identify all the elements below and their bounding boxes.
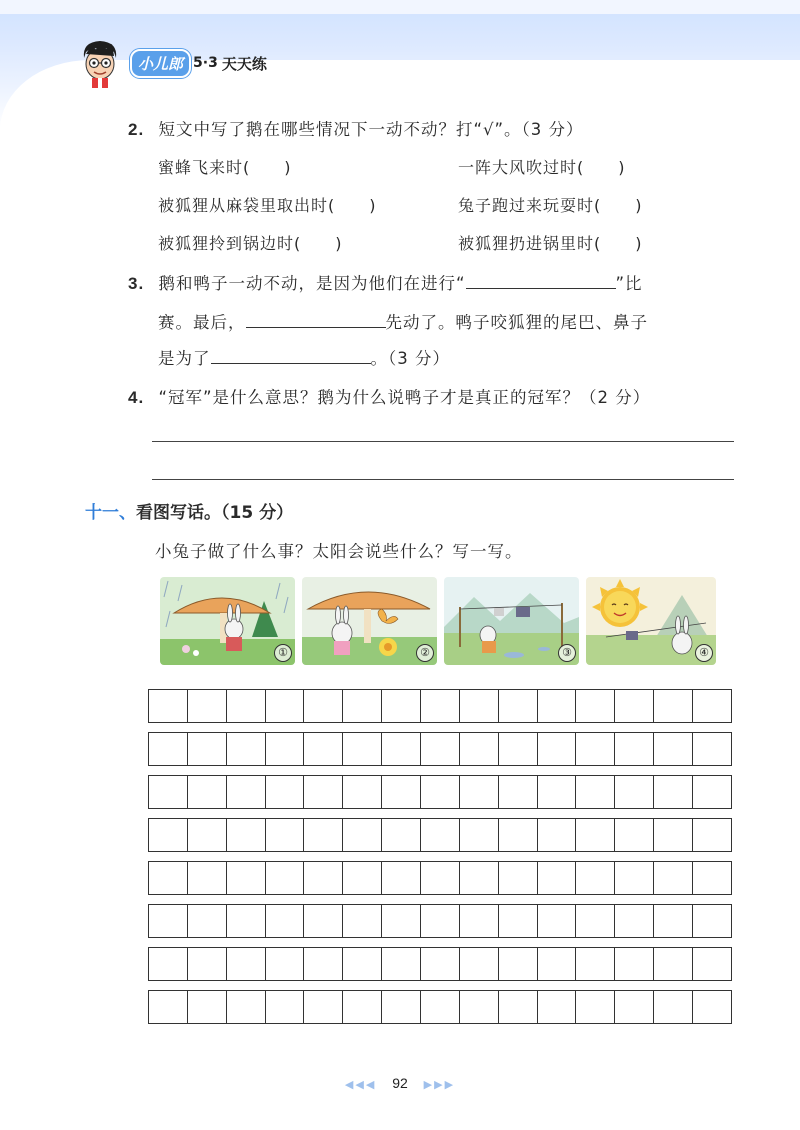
grid-cell[interactable] (499, 819, 538, 851)
grid-cell[interactable] (188, 776, 227, 808)
grid-cell[interactable] (304, 948, 343, 980)
brand-logo (130, 50, 267, 76)
picture-3 (444, 577, 579, 665)
writing-grid-row[interactable] (148, 732, 732, 766)
grid-cell[interactable] (421, 991, 460, 1023)
grid-cell[interactable] (576, 905, 615, 937)
grid-cell[interactable] (654, 862, 693, 894)
q2-option-5[interactable]: 被狐狸拎到锅边时( ) (158, 234, 343, 253)
brand-series: 5·3 (193, 55, 218, 71)
grid-cell[interactable] (460, 733, 499, 765)
grid-cell[interactable] (499, 862, 538, 894)
q2-option-6[interactable]: 被狐狸扔进锅里时( ) (458, 234, 643, 253)
grid-cell[interactable] (149, 905, 188, 937)
picture-1 (160, 577, 295, 665)
grid-cell[interactable] (538, 776, 577, 808)
grid-cell[interactable] (227, 690, 266, 722)
grid-cell[interactable] (227, 905, 266, 937)
writing-grid-row[interactable] (148, 861, 732, 895)
grid-cell[interactable] (382, 819, 421, 851)
grid-cell[interactable] (499, 905, 538, 937)
grid-cell[interactable] (149, 690, 188, 722)
grid-cell[interactable] (538, 905, 577, 937)
grid-cell[interactable] (538, 948, 577, 980)
grid-cell[interactable] (499, 733, 538, 765)
q2-text: 短文中写了鹅在哪些情况下一动不动？打“√”。（3 分） (158, 120, 584, 139)
grid-cell[interactable] (615, 690, 654, 722)
grid-cell[interactable] (266, 948, 305, 980)
q2-line (128, 116, 584, 140)
grid-cell[interactable] (382, 862, 421, 894)
grid-cell[interactable] (576, 862, 615, 894)
grid-cell[interactable] (188, 733, 227, 765)
writing-grid-row[interactable] (148, 904, 732, 938)
grid-cell[interactable] (266, 733, 305, 765)
grid-cell[interactable] (421, 733, 460, 765)
picture-4-number: ④ (695, 644, 713, 662)
mascot-boy-icon (78, 38, 122, 88)
grid-cell[interactable] (654, 991, 693, 1023)
q2-option-1[interactable]: 蜜蜂飞来时( ) (158, 158, 292, 177)
grid-cell[interactable] (266, 991, 305, 1023)
grid-cell[interactable] (693, 776, 731, 808)
page-footer (0, 1075, 800, 1091)
picture-4 (586, 577, 716, 665)
q2-option-3[interactable]: 被狐狸从麻袋里取出时( ) (158, 196, 377, 215)
grid-cell[interactable] (654, 733, 693, 765)
writing-grid-row[interactable] (148, 990, 732, 1024)
grid-cell[interactable] (304, 690, 343, 722)
grid-cell[interactable] (538, 862, 577, 894)
footer-left-arrows: ◀◀◀ (344, 1079, 377, 1091)
q3-text-1b: ”比 (615, 274, 643, 293)
grid-cell[interactable] (615, 819, 654, 851)
grid-cell[interactable] (266, 690, 305, 722)
grid-cell[interactable] (654, 948, 693, 980)
q3-text-3b: 。（3 分） (370, 349, 450, 368)
grid-cell[interactable] (266, 776, 305, 808)
grid-cell[interactable] (382, 905, 421, 937)
grid-cell[interactable] (421, 690, 460, 722)
grid-cell[interactable] (149, 733, 188, 765)
grid-cell[interactable] (615, 948, 654, 980)
grid-cell[interactable] (343, 776, 382, 808)
writing-grid-row[interactable] (148, 947, 732, 981)
grid-cell[interactable] (460, 905, 499, 937)
q3-text-1a: 鹅和鸭子一动不动，是因为他们在进行“ (158, 274, 466, 293)
grid-cell[interactable] (654, 819, 693, 851)
grid-cell[interactable] (382, 690, 421, 722)
brand-name: 小儿郎 (130, 49, 191, 78)
grid-cell[interactable] (343, 690, 382, 722)
grid-cell[interactable] (499, 991, 538, 1023)
grid-cell[interactable] (421, 819, 460, 851)
grid-cell[interactable] (382, 776, 421, 808)
grid-cell[interactable] (538, 690, 577, 722)
grid-cell[interactable] (460, 948, 499, 980)
grid-cell[interactable] (343, 862, 382, 894)
grid-cell[interactable] (499, 948, 538, 980)
picture-2-number: ② (416, 644, 434, 662)
picture-2 (302, 577, 437, 665)
grid-cell[interactable] (499, 690, 538, 722)
grid-cell[interactable] (576, 690, 615, 722)
brand-title: 天天练 (221, 54, 267, 73)
grid-cell[interactable] (382, 948, 421, 980)
grid-cell[interactable] (343, 948, 382, 980)
grid-cell[interactable] (227, 948, 266, 980)
grid-cell[interactable] (693, 819, 731, 851)
section-11-heading: 看图写话。（15 分） (136, 503, 294, 523)
q3-line-2 (158, 309, 648, 333)
grid-cell[interactable] (499, 776, 538, 808)
grid-cell[interactable] (460, 776, 499, 808)
section-11-title (85, 498, 293, 523)
grid-cell[interactable] (576, 776, 615, 808)
grid-cell[interactable] (149, 862, 188, 894)
grid-cell[interactable] (421, 948, 460, 980)
grid-cell[interactable] (460, 819, 499, 851)
grid-cell[interactable] (227, 991, 266, 1023)
grid-cell[interactable] (421, 905, 460, 937)
grid-cell[interactable] (188, 819, 227, 851)
grid-cell[interactable] (149, 991, 188, 1023)
grid-cell[interactable] (576, 948, 615, 980)
grid-cell[interactable] (576, 991, 615, 1023)
grid-cell[interactable] (343, 819, 382, 851)
header-top-strip (0, 0, 800, 14)
grid-cell[interactable] (693, 690, 731, 722)
grid-cell[interactable] (460, 991, 499, 1023)
grid-cell[interactable] (188, 905, 227, 937)
grid-cell[interactable] (615, 862, 654, 894)
q3-line-3 (158, 345, 450, 369)
q3-text-2b: 先动了。鸭子咬狐狸的尾巴、鼻子 (385, 313, 648, 332)
grid-cell[interactable] (227, 776, 266, 808)
q3-blank-3[interactable] (211, 349, 371, 364)
section-11-prompt: 小兔子做了什么事？太阳会说些什么？写一写。 (155, 542, 523, 561)
grid-cell[interactable] (693, 905, 731, 937)
grid-cell[interactable] (304, 862, 343, 894)
grid-cell[interactable] (188, 690, 227, 722)
grid-cell[interactable] (266, 862, 305, 894)
footer-right-arrows: ▶▶▶ (423, 1079, 456, 1091)
grid-cell[interactable] (615, 733, 654, 765)
writing-grid-row[interactable] (148, 689, 732, 723)
grid-cell[interactable] (227, 819, 266, 851)
grid-cell[interactable] (304, 905, 343, 937)
grid-cell[interactable] (538, 733, 577, 765)
q3-blank-1[interactable] (466, 274, 616, 289)
grid-cell[interactable] (188, 948, 227, 980)
grid-cell[interactable] (382, 991, 421, 1023)
q3-text-2a: 赛。最后， (158, 313, 246, 332)
q4-line (128, 384, 650, 408)
grid-cell[interactable] (576, 819, 615, 851)
grid-cell[interactable] (343, 905, 382, 937)
grid-cell[interactable] (654, 776, 693, 808)
grid-cell[interactable] (188, 862, 227, 894)
writing-grid-row[interactable] (148, 818, 732, 852)
q2-option-4[interactable]: 兔子跑过来玩耍时( ) (458, 196, 643, 215)
picture-1-number: ① (274, 644, 292, 662)
grid-cell[interactable] (538, 819, 577, 851)
grid-cell[interactable] (654, 905, 693, 937)
grid-cell[interactable] (615, 905, 654, 937)
grid-cell[interactable] (421, 862, 460, 894)
q2-option-2[interactable]: 一阵大风吹过时( ) (458, 158, 626, 177)
grid-cell[interactable] (188, 991, 227, 1023)
grid-cell[interactable] (654, 690, 693, 722)
grid-cell[interactable] (615, 991, 654, 1023)
q4-answer-line-1[interactable] (152, 441, 734, 442)
q4-text: “冠军”是什么意思？鹅为什么说鸭子才是真正的冠军？（2 分） (158, 388, 651, 407)
page-number: 92 (392, 1075, 408, 1091)
grid-cell[interactable] (538, 991, 577, 1023)
grid-cell[interactable] (304, 819, 343, 851)
q3-text-3a: 是为了 (158, 349, 211, 368)
grid-cell[interactable] (576, 733, 615, 765)
grid-cell[interactable] (343, 733, 382, 765)
grid-cell[interactable] (693, 862, 731, 894)
grid-cell[interactable] (693, 991, 731, 1023)
picture-3-number: ③ (558, 644, 576, 662)
grid-cell[interactable] (149, 819, 188, 851)
section-11-number: 十一、 (85, 503, 136, 523)
q3-number: 3. (128, 274, 145, 293)
writing-grid-row[interactable] (148, 775, 732, 809)
q4-answer-line-2[interactable] (152, 479, 734, 480)
grid-cell[interactable] (343, 991, 382, 1023)
grid-cell[interactable] (266, 819, 305, 851)
grid-cell[interactable] (149, 948, 188, 980)
grid-cell[interactable] (149, 776, 188, 808)
grid-cell[interactable] (304, 776, 343, 808)
grid-cell[interactable] (460, 862, 499, 894)
q4-number: 4. (128, 388, 145, 407)
grid-cell[interactable] (693, 733, 731, 765)
q2-number: 2. (128, 120, 145, 139)
grid-cell[interactable] (421, 776, 460, 808)
grid-cell[interactable] (382, 733, 421, 765)
grid-cell[interactable] (693, 948, 731, 980)
grid-cell[interactable] (227, 733, 266, 765)
q3-blank-2[interactable] (246, 313, 386, 328)
grid-cell[interactable] (266, 905, 305, 937)
grid-cell[interactable] (304, 733, 343, 765)
grid-cell[interactable] (304, 991, 343, 1023)
q3-line-1 (128, 270, 643, 294)
grid-cell[interactable] (227, 862, 266, 894)
grid-cell[interactable] (460, 690, 499, 722)
grid-cell[interactable] (615, 776, 654, 808)
